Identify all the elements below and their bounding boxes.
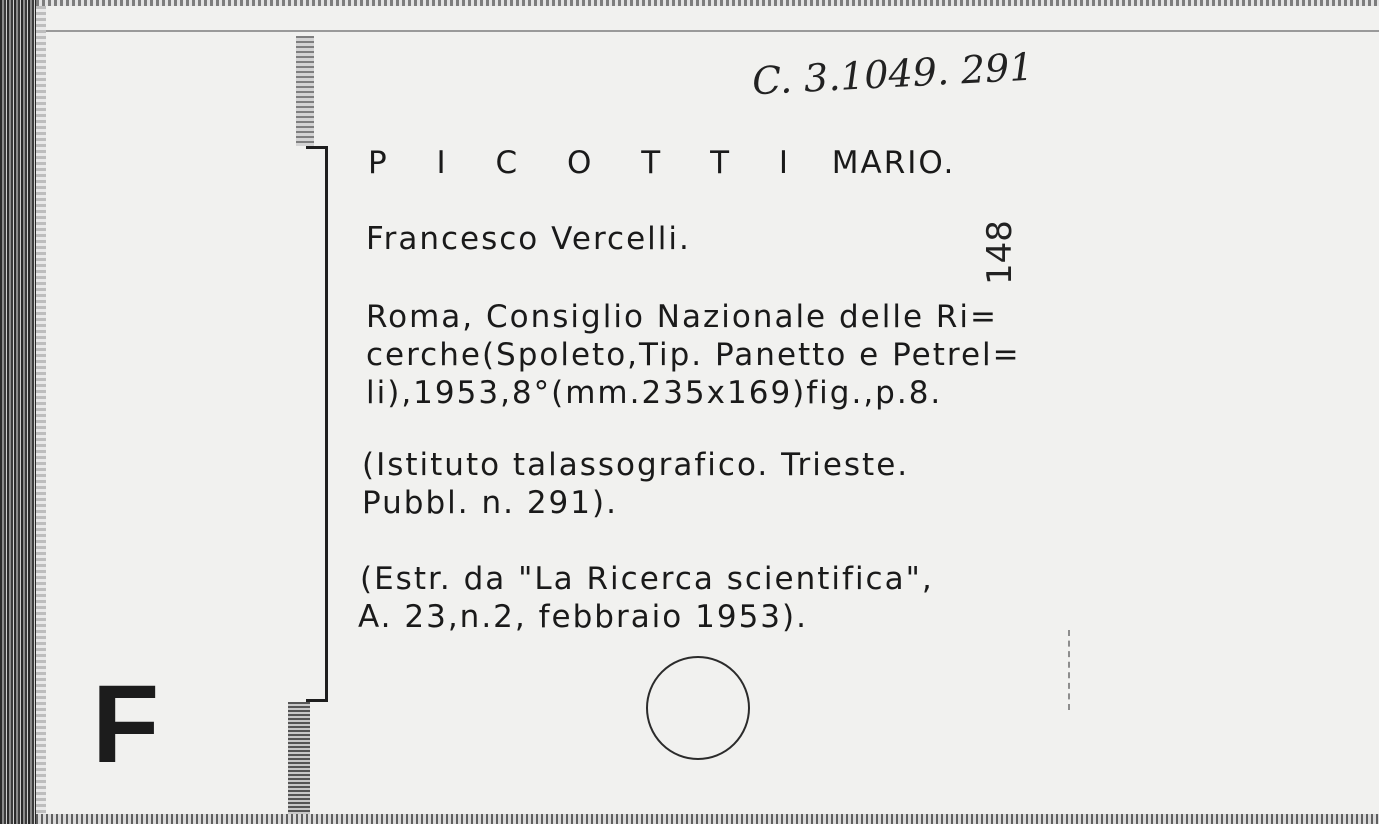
author-line bbox=[368, 144, 955, 182]
imprint-line-1: Roma, Consiglio Nazionale delle Ri= bbox=[366, 299, 999, 335]
top-border bbox=[36, 0, 1379, 6]
title: Francesco Vercelli. bbox=[366, 221, 691, 257]
right-dashed-line bbox=[1068, 630, 1070, 710]
author-name: MARIO. bbox=[831, 145, 956, 181]
card-stub-top bbox=[296, 36, 314, 146]
series-line-2: Pubbl. n. 291). bbox=[362, 485, 618, 521]
stamp-circle bbox=[646, 656, 750, 760]
card-top-line bbox=[46, 30, 1379, 32]
series-line-1: (Istituto talassografico. Trieste. bbox=[362, 447, 910, 483]
imprint-line-3: li),1953,8°(mm.235x169)fig.,p.8. bbox=[366, 375, 943, 411]
shelfmark: C. 3.1049. 291 bbox=[751, 44, 1035, 104]
imprint-line-2: cerche(Spoleto,Tip. Panetto e Petrel= bbox=[366, 337, 1021, 373]
bottom-border bbox=[36, 814, 1379, 824]
note-line-2: A. 23,n.2, febbraio 1953). bbox=[358, 599, 808, 635]
note-line-1: (Estr. da "La Ricerca scientifica", bbox=[360, 561, 934, 597]
drawer-letter: F bbox=[92, 663, 160, 786]
scan-edge-shadow bbox=[36, 0, 46, 824]
card-bracket bbox=[306, 146, 328, 702]
author-surname: P I C O T T I bbox=[368, 145, 809, 181]
card-stub-bottom bbox=[288, 702, 310, 814]
scan-edge bbox=[0, 0, 36, 824]
side-number: 148 bbox=[980, 220, 1020, 285]
